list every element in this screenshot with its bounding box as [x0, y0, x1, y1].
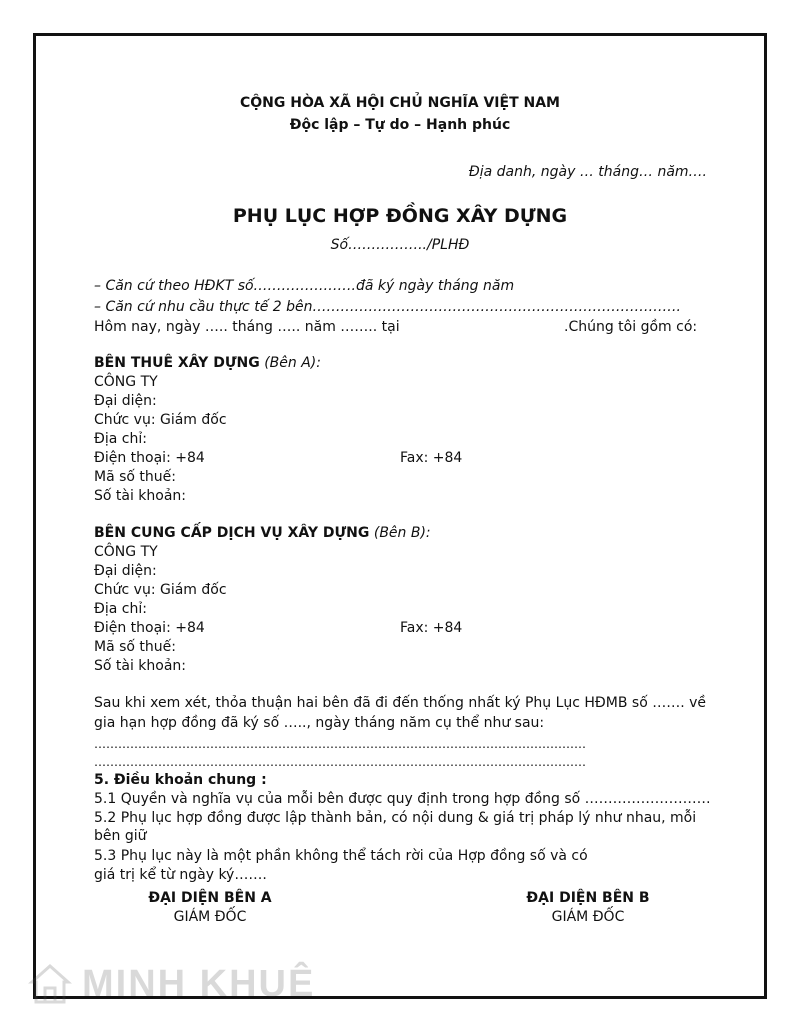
party-b-company: CÔNG TY	[94, 544, 158, 560]
party-a-phone: Điện thoại: +84	[94, 450, 205, 466]
party-b-position: Chức vụ: Giám đốc	[94, 582, 227, 598]
party-b-heading-text: BÊN CUNG CẤP DỊCH VỤ XÂY DỰNG	[94, 525, 370, 541]
basis-line-1: – Căn cứ theo HĐKT số………………….đã ký ngày tháng năm	[94, 278, 515, 294]
party-b-tax-code: Mã số thuế:	[94, 639, 176, 655]
meeting-line-right: .Chúng tôi gồm có:	[564, 319, 698, 335]
party-b-tag: (Bên B):	[373, 525, 431, 541]
party-b-representative: Đại diện:	[94, 563, 157, 579]
clause-5-2-continued: bên giữ	[94, 828, 147, 844]
agreement-line-1: Sau khi xem xét, thỏa thuận hai bên đã đi đến thống nhất ký Phụ Lục HĐMB số ……. về	[94, 695, 707, 711]
party-a-company: CÔNG TY	[94, 374, 158, 390]
party-b-account: Số tài khoản:	[94, 658, 187, 674]
party-b-phone: Điện thoại: +84	[94, 620, 205, 636]
signature-a-title: ĐẠI DIỆN BÊN A	[148, 890, 272, 906]
party-b-fax: Fax: +84	[400, 620, 463, 636]
signature-b-title: ĐẠI DIỆN BÊN B	[526, 890, 650, 906]
nation-heading: CỘNG HÒA XÃ HỘI CHỦ NGHĨA VIỆT NAM	[239, 95, 560, 111]
house-logo-icon	[28, 962, 72, 1006]
party-b-heading	[94, 524, 431, 542]
agreement-dots-1: ……………………………………………………………………………………………………………	[94, 737, 586, 751]
party-a-heading-text: BÊN THUÊ XÂY DỰNG	[94, 355, 260, 371]
agreement-dots-2: ……………………………………………………………………………………………………………	[94, 755, 586, 769]
party-a-tag: (Bên A):	[264, 355, 321, 371]
party-a-address: Địa chỉ:	[94, 431, 147, 447]
party-a-heading	[94, 354, 321, 372]
watermark-text: MINH KHUÊ	[82, 962, 316, 1005]
party-a-tax-code: Mã số thuế:	[94, 469, 176, 485]
clause-5-1: 5.1 Quyền và nghĩa vụ của mỗi bên được quy định trong hợp đồng số ………………………	[94, 791, 711, 807]
party-b-address: Địa chỉ:	[94, 601, 147, 617]
clause-5-3: 5.3 Phụ lục này là một phần không thể tách rời của Hợp đồng số và có	[94, 848, 588, 864]
signature-b-role: GIÁM ĐỐC	[551, 909, 625, 925]
motto: Độc lập – Tự do – Hạnh phúc	[289, 117, 511, 133]
watermark	[28, 962, 315, 1006]
document-title: PHỤ LỤC HỢP ĐỒNG XÂY DỰNG	[232, 205, 568, 227]
party-a-account: Số tài khoản:	[94, 488, 187, 504]
party-a-position: Chức vụ: Giám đốc	[94, 412, 227, 428]
section-5-heading: 5. Điều khoản chung :	[94, 772, 267, 788]
place-date: Địa danh, ngày … tháng… năm….	[468, 164, 707, 180]
party-a-fax: Fax: +84	[400, 450, 463, 466]
basis-line-2: – Căn cứ nhu cầu thực tế 2 bên…………………………………………………………………….	[94, 299, 681, 315]
clause-5-3-continued: giá trị kể từ ngày ký…….	[94, 867, 267, 883]
agreement-line-2: gia hạn hợp đồng đã ký số ….., ngày tháng năm cụ thể như sau:	[94, 715, 545, 731]
party-a-representative: Đại diện:	[94, 393, 157, 409]
meeting-line-left: Hôm nay, ngày ….. tháng ….. năm …….. tại	[94, 319, 400, 335]
document-number: Số……………../PLHĐ	[330, 237, 470, 253]
clause-5-2: 5.2 Phụ lục hợp đồng được lập thành bản, có nội dung & giá trị pháp lý như nhau, mỗi	[94, 810, 697, 826]
signature-a-role: GIÁM ĐỐC	[173, 909, 247, 925]
